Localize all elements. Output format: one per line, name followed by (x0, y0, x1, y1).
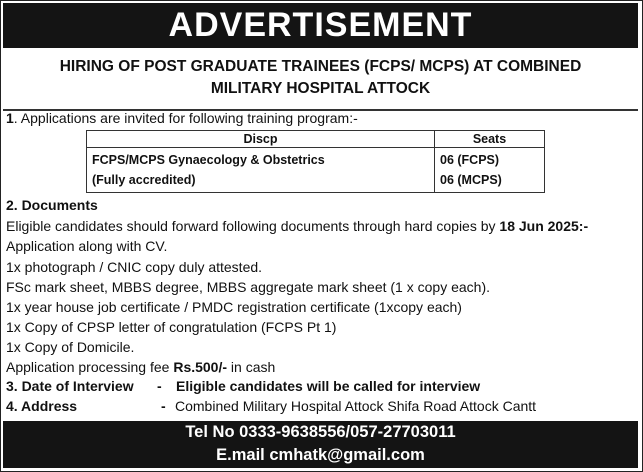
table-cell-seats (435, 148, 545, 193)
contact-phone: Tel No 0333-9638556/057-27703011 (185, 423, 456, 441)
seats-mcps: 06 (MCPS) (440, 173, 502, 187)
fee-label: Application processing fee (6, 359, 174, 375)
fee-amount: Rs.500/- (173, 359, 228, 375)
contact-email: E.mail cmhatk@gmail.com (216, 446, 425, 464)
section-1-number: 1 (6, 110, 14, 126)
section-2-heading: 2. Documents (6, 197, 98, 213)
discipline-accreditation: (Fully accredited) (92, 173, 196, 187)
ad-title-banner: ADVERTISEMENT (3, 3, 638, 48)
section-1-body: . Applications are invited for following training program:- (13, 110, 358, 126)
headline-line-2: MILITARY HOSPITAL ATTOCK (210, 80, 431, 97)
table-row (87, 148, 545, 193)
documents-intro (6, 218, 588, 234)
fee-suffix: in cash (227, 359, 276, 375)
documents-intro-text: Eligible candidates should forward following documents through hard copies by (6, 218, 500, 234)
section-3-dash: - (157, 378, 162, 394)
document-item: 1x photograph / CNIC copy duly attested. (6, 259, 263, 275)
document-item: Application along with CV. (6, 238, 168, 254)
document-item: 1x Copy of Domicile. (6, 339, 135, 355)
submission-deadline: 18 Jun 2025:- (499, 218, 589, 234)
contact-footer (3, 421, 638, 468)
section-4-label: 4. Address (6, 398, 78, 414)
section-4-dash: - (161, 398, 166, 414)
discipline-name: FCPS/MCPS Gynaecology & Obstetrics (92, 153, 325, 167)
document-item: FSc mark sheet, MBBS degree, MBBS aggregate mark sheet (1 x copy each). (6, 279, 490, 295)
headline-line-1: HIRING OF POST GRADUATE TRAINEES (FCPS/ MCPS) AT COMBINED (59, 58, 582, 75)
section-1-text (6, 110, 358, 126)
table-cell-discipline (87, 148, 435, 193)
processing-fee (6, 359, 275, 375)
section-3-label: 3. Date of Interview (6, 378, 134, 394)
document-item: 1x year house job certificate / PMDC registration certificate (1xcopy each) (6, 299, 462, 315)
hospital-address: Combined Military Hospital Attock Shifa Road Attock Cantt (175, 398, 537, 414)
document-item: 1x Copy of CPSP letter of congratulation (FCPS Pt 1) (6, 319, 337, 335)
hiring-headline (3, 56, 638, 100)
table-header-discp: Discp (87, 131, 435, 148)
interview-info: Eligible candidates will be called for interview (176, 378, 481, 394)
training-program-table (86, 130, 545, 193)
table-header-seats: Seats (435, 131, 545, 148)
seats-fcps: 06 (FCPS) (440, 153, 500, 167)
